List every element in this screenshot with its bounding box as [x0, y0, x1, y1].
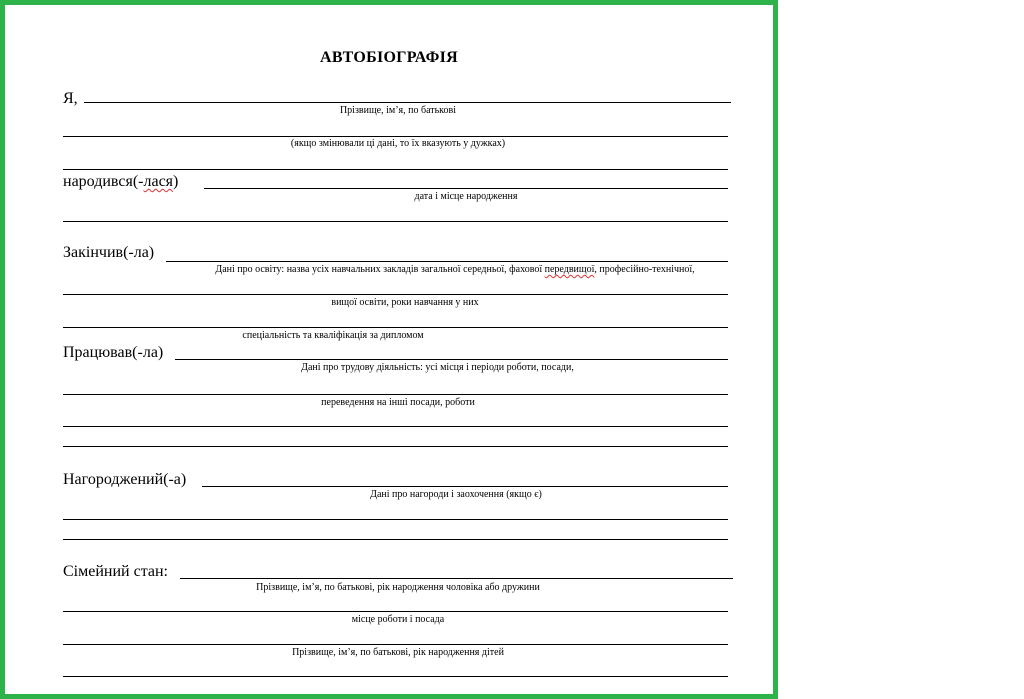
family-line-3[interactable]: [63, 644, 728, 645]
work-hint-2: переведення на інші посади, роботи: [321, 397, 475, 408]
birth-extra-line[interactable]: [63, 221, 728, 222]
name-line[interactable]: [84, 102, 731, 103]
birth-label: [63, 174, 178, 190]
birth-label-main: народився(-: [63, 173, 144, 190]
family-hint-3: Прізвище, ім’я, по батькові, рік народження дітей: [292, 647, 504, 658]
name-change-hint: (якщо змінювали ці дані, то їх вказують у дужках): [290, 138, 506, 149]
education-hint-b: , професійно-технічної,: [594, 264, 695, 275]
family-hint: Прізвище, ім’я, по батькові, рік народження чоловіка або дружини: [256, 582, 540, 593]
work-line-3[interactable]: [63, 426, 728, 427]
family-line-4[interactable]: [63, 676, 728, 677]
birth-line[interactable]: [204, 188, 728, 189]
awards-line-3[interactable]: [63, 539, 728, 540]
work-line[interactable]: [175, 359, 728, 360]
education-line-2[interactable]: [63, 294, 728, 295]
birth-label-spellcheck: лася: [143, 173, 174, 190]
education-line[interactable]: [166, 261, 728, 262]
education-hint: [125, 265, 785, 275]
name-hint: Прізвище, ім’я, по батькові: [339, 105, 457, 116]
work-label: Працював(-ла): [63, 344, 164, 361]
education-hint-a: Дані про освіту: назва усіх навчальних закладів загальної середньої, фахової: [215, 264, 545, 275]
work-line-4[interactable]: [63, 446, 728, 447]
awards-label: Нагороджений(-а): [63, 471, 187, 488]
education-line-3[interactable]: [63, 327, 728, 328]
name-change-line[interactable]: [63, 136, 728, 137]
birth-hint: дата і місце народження: [414, 191, 518, 202]
family-hint-2: місце роботи і посада: [351, 614, 445, 625]
document-title: АВТОБІОГРАФІЯ: [319, 49, 459, 66]
education-hint-spellcheck: передвищої: [544, 264, 595, 275]
birth-label-end: ): [173, 173, 179, 190]
education-hint-2: вищої освіти, роки навчання у них: [331, 297, 479, 308]
work-hint: Дані про трудову діяльність: усі місця і періоди роботи, посади,: [301, 362, 574, 373]
education-label: Закінчив(-ла): [63, 244, 155, 261]
awards-hint: Дані про нагороди і заохочення (якщо є): [370, 489, 542, 500]
blank-line[interactable]: [63, 169, 728, 170]
family-line-2[interactable]: [63, 611, 728, 612]
family-line[interactable]: [180, 578, 733, 579]
name-label: Я,: [63, 90, 78, 107]
family-label: Сімейний стан:: [63, 563, 168, 580]
work-line-2[interactable]: [63, 394, 728, 395]
awards-line[interactable]: [202, 486, 728, 487]
education-hint-3: спеціальність та кваліфікація за дипломом: [242, 330, 424, 341]
awards-line-2[interactable]: [63, 519, 728, 520]
